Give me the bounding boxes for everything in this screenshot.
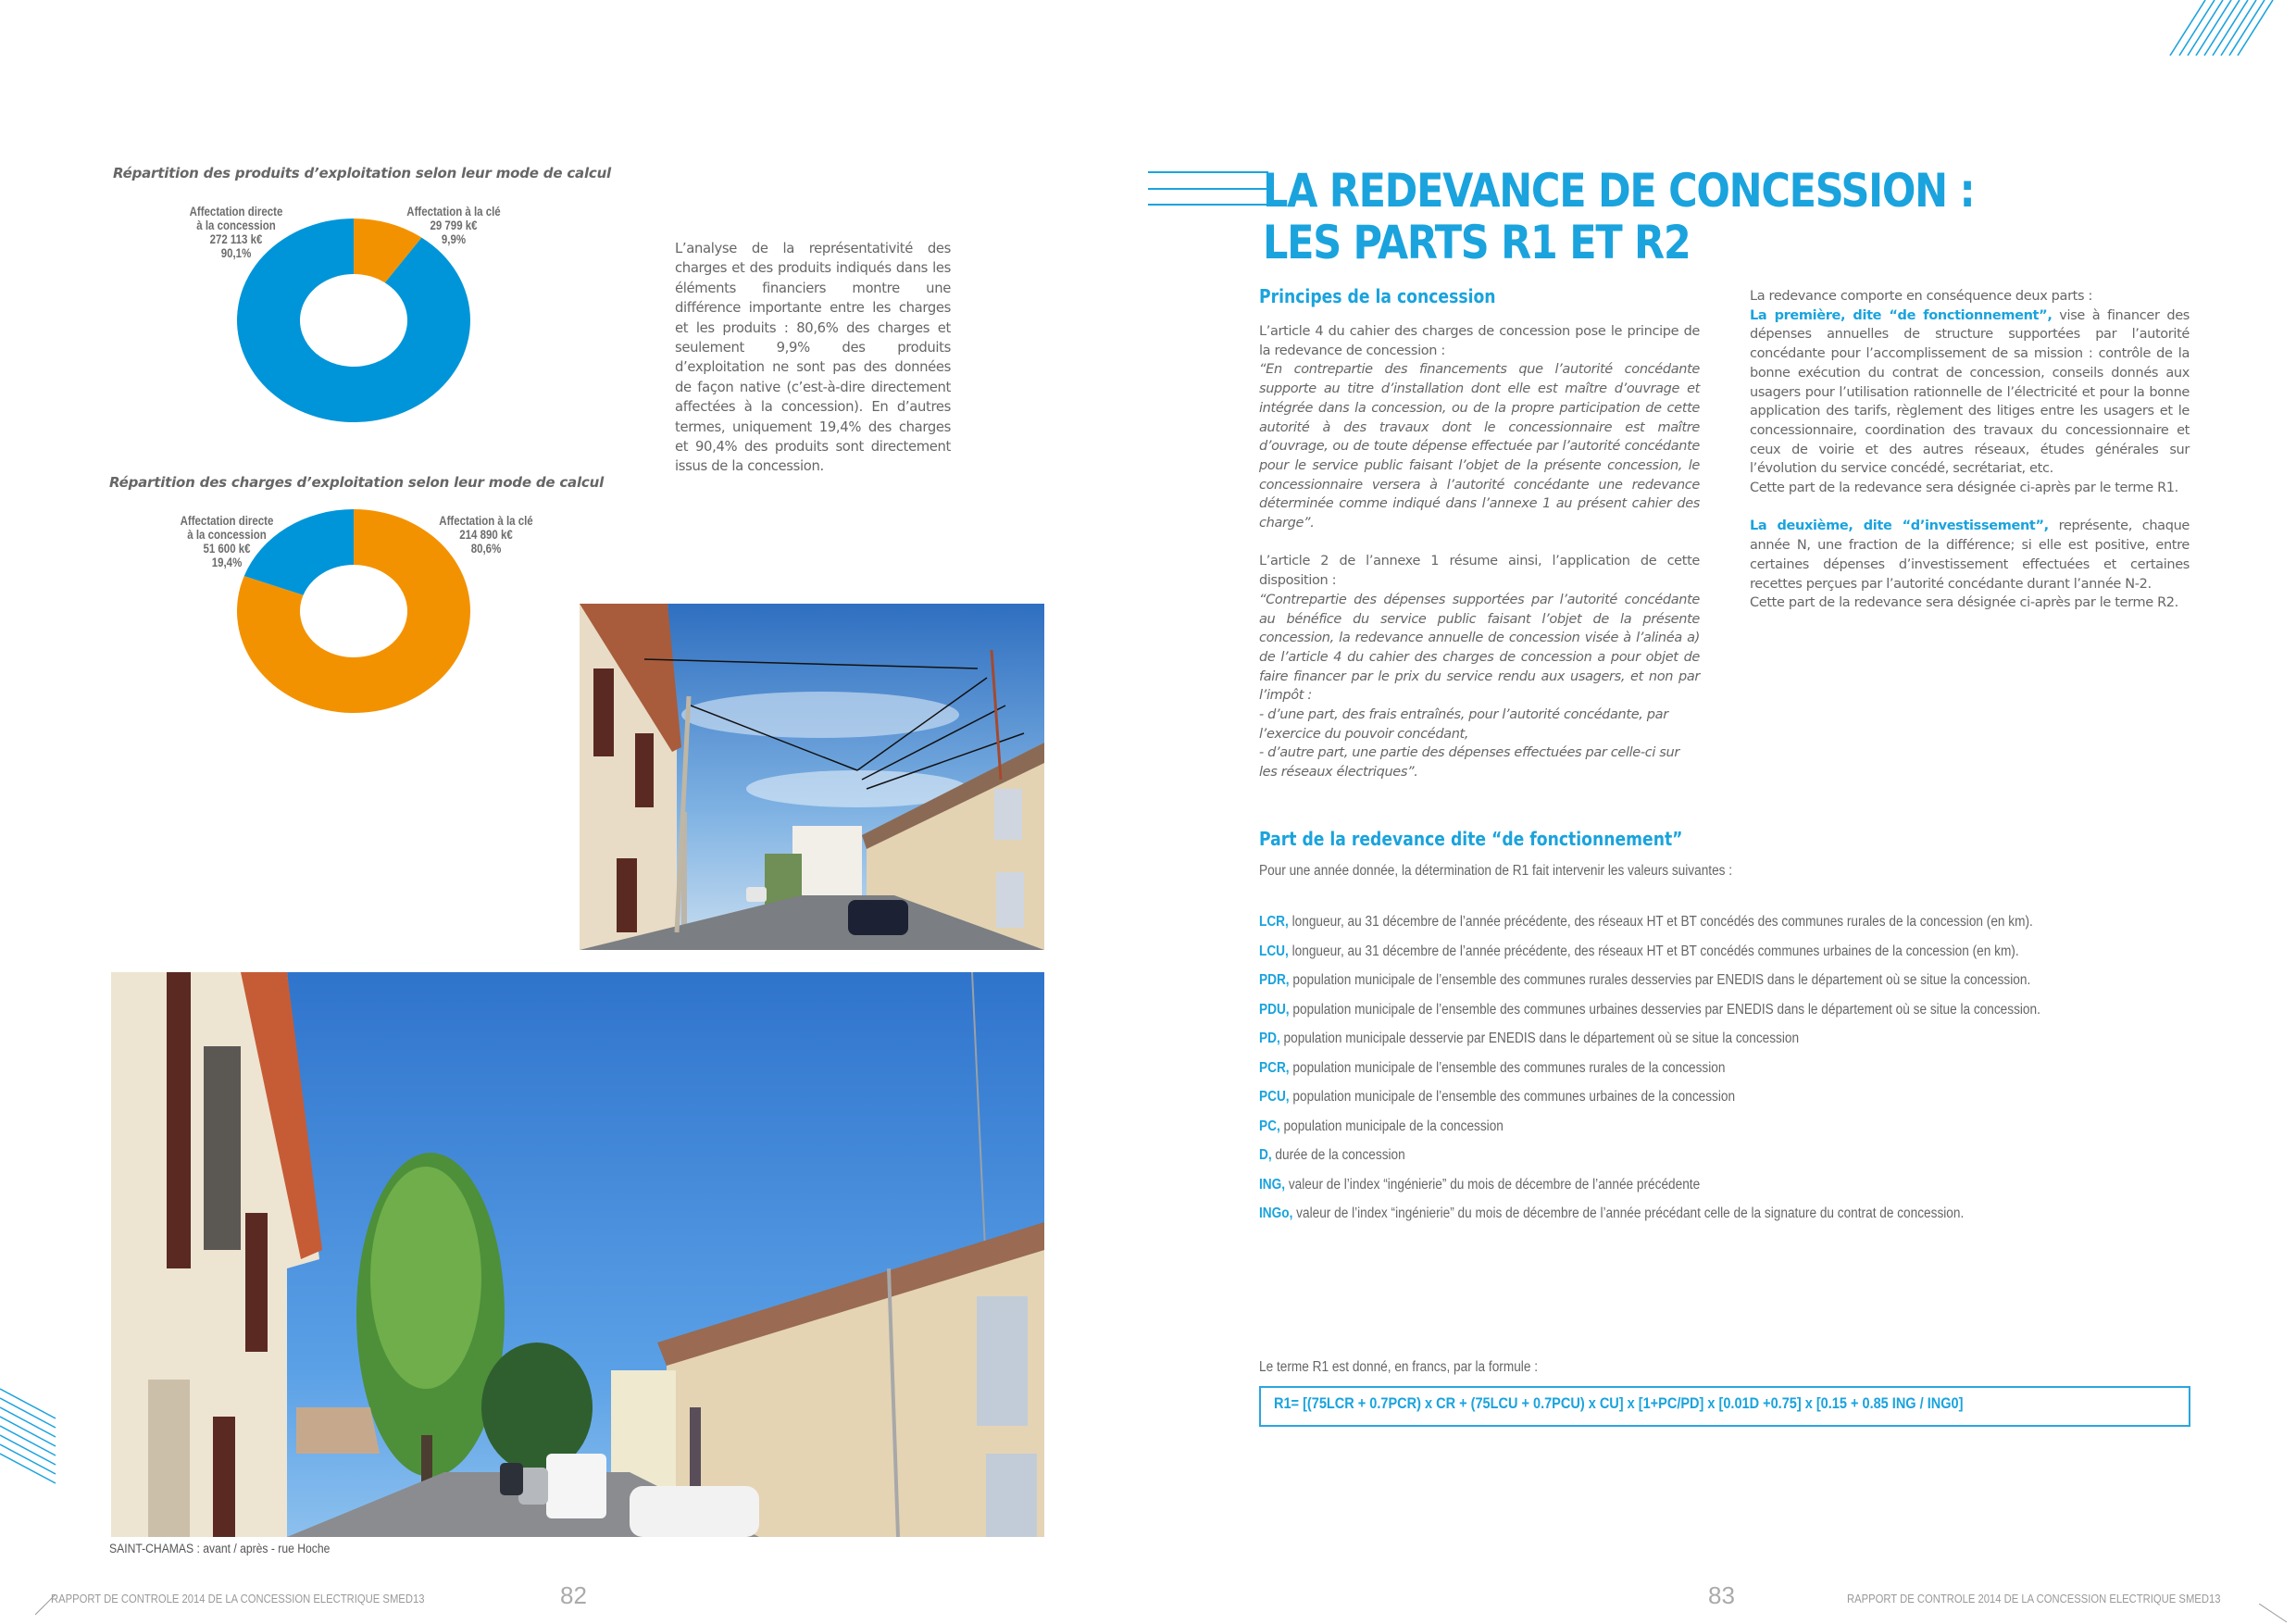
definition-text: population municipale de la concession <box>1279 1118 1504 1134</box>
quote-article4: “En contrepartie des financements que l’autorité concédante supporte au titre d’installation dont elle est maître d’ouvrage et intégrée dans la concession, ou de la propre participation de cette autorité à des travaux dont le concessionnaire est maître d’ouvrage, ou de toute dépense effectuée par l’autorité concédante pour le service public faisant l’objet de la présente concession, le concessionnaire versera à l’autorité concédante une redevance déterminée comme indiqué dans l’annexe 1 au présent cahier des charge”. <box>1259 362 1700 531</box>
definition-text: population municipale desservie par ENEDIS dans le département où se situe la concession <box>1279 1031 1800 1046</box>
definition-item <box>1259 937 2190 967</box>
photo-before <box>580 604 1044 950</box>
chart2-label-cle-value: 214 890 k€ <box>459 528 513 542</box>
chart2-label-direct-percent: 19,4% <box>211 556 243 569</box>
definition-key: LCU, <box>1259 943 1289 959</box>
column-two-parts <box>1750 287 2190 613</box>
chart2-label-cle-percent: 80,6% <box>470 542 502 556</box>
definition-key: PDR, <box>1259 972 1290 988</box>
definition-text: durée de la concession <box>1271 1147 1405 1163</box>
paragraph-second-part <box>1750 517 2190 593</box>
chart1-label-cle-value: 29 799 k€ <box>430 219 478 232</box>
paragraph-first-part <box>1750 306 2190 479</box>
definition-text: population municipale de l’ensemble des communes rurales desservies par ENEDIS dans le département où se situe la concession. <box>1289 972 2031 988</box>
section2-intro: Pour une année donnée, la détermination de R1 fait intervenir les valeurs suivantes : <box>1259 863 1733 879</box>
section-heading-principes: Principes de la concession <box>1259 285 1496 307</box>
first-part-text: vise à financer des dépenses annuelles de structure supportées par l’autorité concédante pour l’accomplissement de sa mission : contrôle de la bonne exécution du contrat de concession, conseils donnés aux usagers pour l’utilisation rationnelle de l’électricité et pour la bonne application des tarifs, règlement des litiges entre les usagers et le concessionnaire, coordination des travaux du concessionnaire et ceux de voirie et des autres réseaux, études générales sur l’évolution du service concédé, secrétariat, etc. <box>1750 307 2190 477</box>
definition-key: PD, <box>1259 1031 1280 1046</box>
chart1-label-direct-line2: à la concession <box>196 219 276 232</box>
title-rule-3 <box>1148 204 1268 206</box>
definition-item <box>1259 907 2190 937</box>
chart1-label-direct-percent: 90,1% <box>220 246 252 260</box>
decorative-lines-left <box>0 1380 65 1491</box>
formula-text: R1= [(75LCR + 0.7PCR) x CR + (75LCU + 0.7PCU) x CU] x [1+PC/PD] x [0.01D +0.75] x [0.15 + 0.85 ING / ING0] <box>1274 1395 1964 1412</box>
definition-key: PDU, <box>1259 1001 1290 1018</box>
definition-text: population municipale de l’ensemble des communes rurales de la concession <box>1289 1059 1726 1076</box>
footer-left-text: RAPPORT DE CONTROLE 2014 DE LA CONCESSION ELECTRIQUE SMED13 <box>51 1593 425 1605</box>
chart1-label-direct-value: 272 113 k€ <box>209 232 263 246</box>
page-title-line1: LA REDEVANCE DE CONCESSION : <box>1263 164 1975 218</box>
footer-right-slash <box>2259 1604 2289 1624</box>
chart2-label-direct-value: 51 600 k€ <box>203 542 251 556</box>
page-title-line2: LES PARTS R1 ET R2 <box>1263 216 1691 269</box>
second-part-label: La deuxième, dite “d’investissement”, <box>1750 518 2049 534</box>
chart2-donut <box>231 506 476 717</box>
column-principes <box>1259 322 1700 782</box>
definition-key: INGo, <box>1259 1206 1293 1221</box>
definition-key: ING, <box>1259 1176 1286 1193</box>
chart2-label-direct-line2: à la concession <box>187 528 267 542</box>
photo-caption: SAINT-CHAMAS : avant / après - rue Hoche <box>109 1542 331 1555</box>
page-number-left: 82 <box>560 1581 587 1609</box>
definition-item <box>1259 1082 2190 1112</box>
definition-item <box>1259 1141 2190 1170</box>
definition-text: valeur de l’index “ingénierie” du mois de décembre de l’année précédant celle de la signature du contrat de concession. <box>1292 1206 1965 1221</box>
second-part-r2: Cette part de la redevance sera désignée ci-après par le terme R2. <box>1750 595 2178 611</box>
definition-text: longueur, au 31 décembre de l’année précédente, des réseaux HT et BT concédés des communes rurales de la concession (en km). <box>1288 914 2033 930</box>
definition-key: PCU, <box>1259 1089 1290 1105</box>
definition-item <box>1259 1112 2190 1142</box>
chart2-label-direct-line1: Affectation directe <box>180 514 274 528</box>
definition-key: D, <box>1259 1147 1272 1163</box>
paragraph-article4: L’article 4 du cahier des charges de concession pose le principe de la redevance de concession : <box>1259 324 1700 358</box>
chart1-label-cle-percent: 9,9% <box>441 232 467 246</box>
decorative-lines-right <box>2166 0 2296 57</box>
formula-box <box>1259 1386 2190 1427</box>
definition-item <box>1259 1199 2190 1229</box>
first-part-r1: Cette part de la redevance sera désignée ci-après par le terme R1. <box>1750 481 2178 496</box>
page-number-right: 83 <box>1708 1581 1735 1609</box>
definition-text: longueur, au 31 décembre de l’année précédente, des réseaux HT et BT concédés communes urbaines de la concession (en km). <box>1288 943 2019 959</box>
paragraph-article2: L’article 2 de l’annexe 1 résume ainsi, l’application de cette disposition : <box>1259 554 1700 589</box>
chart2-title: Répartition des charges d’exploitation selon leur mode de calcul <box>109 474 605 491</box>
quote-article2: “Contrepartie des dépenses supportées par l’autorité concédante au bénéfice du service public faisant l’objet de la présente concession, la redevance annuelle de concession visée à l’alinéa a) de l’article 4 du cahier des charges de concession a pour objet de faire financer par le prix du service rendu aux usagers, et non par l’impôt : <box>1259 592 1700 704</box>
first-part-label: La première, dite “de fonctionnement”, <box>1750 307 2053 323</box>
quote-article2-item1: - d’une part, des frais entraînés, pour l’autorité concédante, par l’exercice du pouvoir concédant, <box>1259 707 1668 742</box>
quote-article2-item2: - d’autre part, une partie des dépenses effectuées par celle-ci sur les réseaux électriques”. <box>1259 745 1679 781</box>
footer-right-text: RAPPORT DE CONTROLE 2014 DE LA CONCESSION ELECTRIQUE SMED13 <box>1847 1593 2221 1605</box>
definition-key: PCR, <box>1259 1059 1290 1076</box>
definitions-list <box>1259 907 2190 1229</box>
definition-text: valeur de l’index “ingénierie” du mois de décembre de l’année précédente <box>1285 1176 1701 1193</box>
section-heading-fonctionnement: Part de la redevance dite “de fonctionnement” <box>1259 828 1683 850</box>
paragraph-two-parts-intro: La redevance comporte en conséquence deux parts : <box>1750 289 2093 304</box>
chart1-title: Répartition des produits d’exploitation selon leur mode de calcul <box>113 165 611 181</box>
chart1-label-cle-line1: Affectation à la clé <box>406 205 501 219</box>
chart1-label-direct-line1: Affectation directe <box>189 205 283 219</box>
definition-key: LCR, <box>1259 914 1289 930</box>
definition-text: population municipale de l’ensemble des communes urbaines desservies par ENEDIS dans le département où se situe la concession. <box>1289 1001 2040 1018</box>
chart1-donut <box>231 215 476 426</box>
title-rule-2 <box>1148 188 1268 190</box>
photo-after <box>111 972 1044 1537</box>
formula-intro: Le terme R1 est donné, en francs, par la formule : <box>1259 1359 1539 1375</box>
chart2-label-cle-line1: Affectation à la clé <box>439 514 533 528</box>
definition-item <box>1259 966 2190 995</box>
definition-key: PC, <box>1259 1118 1280 1134</box>
title-rule-1 <box>1148 171 1268 173</box>
definition-item <box>1259 1170 2190 1200</box>
definition-item <box>1259 1054 2190 1083</box>
chart1-slice-direct <box>237 219 470 422</box>
second-part-text: représente, chaque année N, une fraction de la différence; si elle est positive, entre certaines dépenses d’investissement effectuées et certaines recettes perçues par l’autorité concédante durant l’année N-2. <box>1750 518 2190 592</box>
definition-item <box>1259 1024 2190 1054</box>
definition-text: population municipale de l’ensemble des communes urbaines de la concession <box>1289 1089 1736 1105</box>
definition-item <box>1259 995 2190 1025</box>
analysis-paragraph: L’analyse de la représentativité des charges et des produits indiqués dans les éléments financiers montre une différence importante entre les charges et les produits : 80,6% des charges et seulement 9,9% des produits d’exploitation ne sont pas des données de façon native (c’est-à-dire directement affectées à la concession). En d’autres termes, uniquement 19,4% des charges et 90,4% des produits sont directement issus de la concession. <box>675 241 951 475</box>
